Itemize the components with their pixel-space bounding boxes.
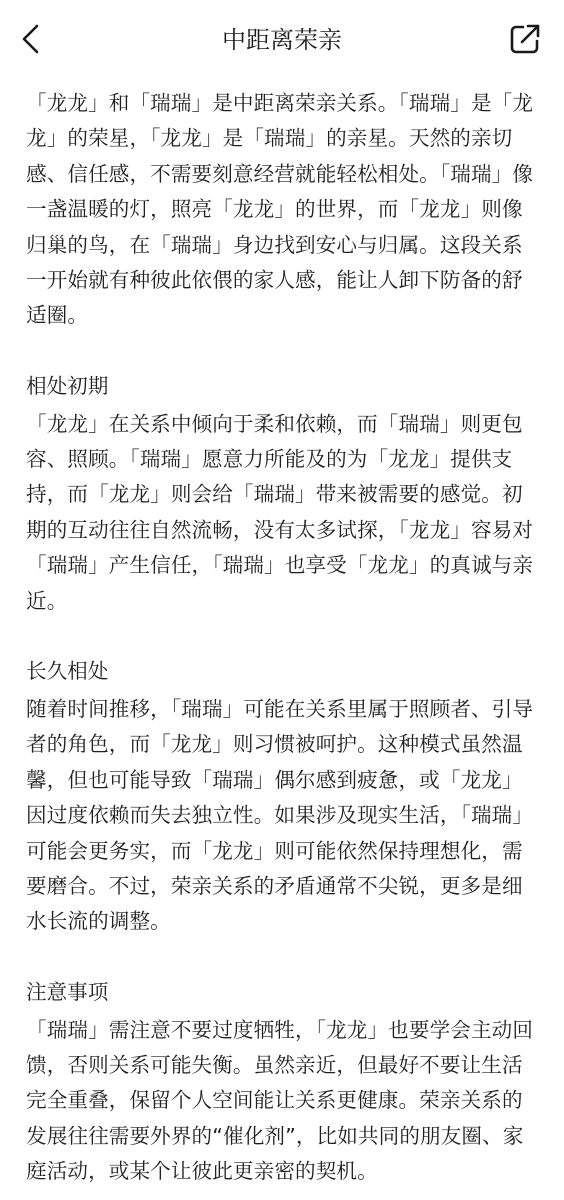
section-body: 「龙龙」在关系中倾向于柔和依赖，而「瑞瑞」则更包容、照顾。「瑞瑞」愿意力所能及的为「龙龙」提供支持，而「龙龙」则会给「瑞瑞」带来被需要的感觉。初期的互动往往自然流畅，没有太多试探，「龙龙」容易对「瑞瑞」产生信任，「瑞瑞」也享受「龙龙」的真诚与亲近。 (26, 411, 534, 613)
share-button[interactable] (508, 22, 542, 56)
article-content (0, 86, 564, 1190)
section-early (26, 369, 538, 619)
intro-paragraph: 「龙龙」和「瑞瑞」是中距离荣亲关系。「瑞瑞」是「龙龙」的荣星，「龙龙」是「瑞瑞」的亲星。天然的亲切感、信任感，不需要刻意经营就能轻松相处。「瑞瑞」像一盏温暖的灯，照亮「龙龙」的世界，而「龙龙」则像归巢的鸟，在「瑞瑞」身边找到安心与归属。这段关系一开始就有种彼此依偎的家人感，能让人卸下防备的舒适圈。 (26, 91, 534, 328)
nav-header (0, 0, 564, 80)
share-external-icon (509, 23, 541, 55)
page-title: 中距离荣亲 (222, 26, 342, 54)
section-body: 随着时间推移，「瑞瑞」可能在关系里属于照顾者、引导者的角色，而「龙龙」则习惯被呵护。这种模式虽然温馨，但也可能导致「瑞瑞」偶尔感到疲惫，或「龙龙」因过度依赖而失去独立性。如果涉及现实生活，「瑞瑞」可能会更务实，而「龙龙」则可能依然保持理想化，需要磨合。不过，荣亲关系的矛盾通常不尖锐，更多是细水长流的调整。 (26, 696, 534, 934)
section-body: 「瑞瑞」需注意不要过度牺牲，「龙龙」也要学会主动回馈，否则关系可能失衡。虽然亲近，但最好不要让生活完全重叠，保留个人空间能让关系更健康。荣亲关系的发展往往需要外界的“催化剂”，比如共同的朋友圈、家庭活动，或某个让彼此更亲密的契机。 (26, 1017, 534, 1184)
section-heading: 相处初期 (26, 374, 109, 399)
section-heading: 长久相处 (26, 659, 109, 684)
section-longterm (26, 654, 538, 939)
section-notes (26, 975, 538, 1189)
section-heading: 注意事项 (26, 980, 109, 1005)
